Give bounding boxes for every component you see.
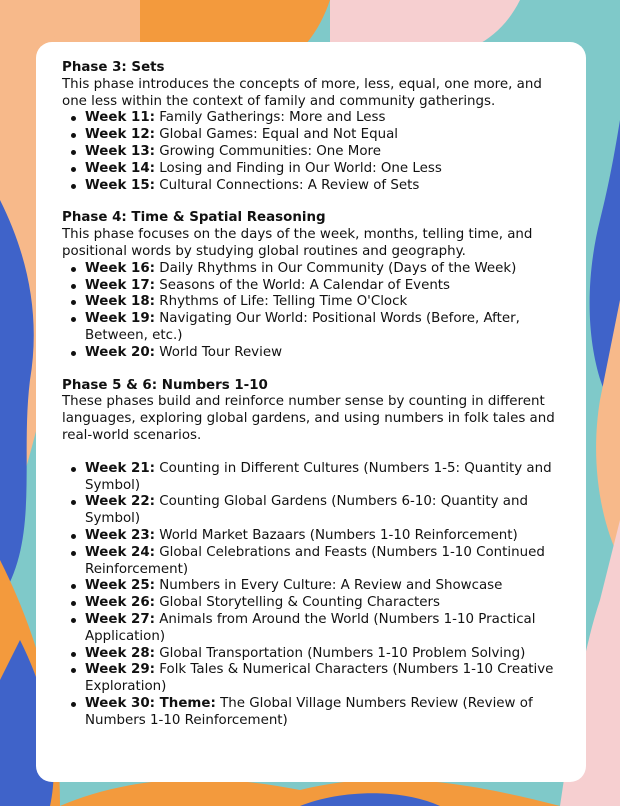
- list-item: Week 29: Folk Tales & Numerical Characters (Numbers 1-10 Creative Exploration): [85, 662, 562, 696]
- list-item: Week 25: Numbers in Every Culture: A Review and Showcase: [85, 578, 562, 595]
- list-item: Week 14: Losing and Finding in Our World: One Less: [85, 161, 562, 178]
- list-item: Week 18: Rhythms of Life: Telling Time O'Clock: [85, 294, 562, 311]
- list-item: Week 21: Counting in Different Cultures (Numbers 1-5: Quantity and Symbol): [85, 461, 562, 495]
- list-item: Week 23: World Market Bazaars (Numbers 1-10 Reinforcement): [85, 528, 562, 545]
- phase-5-6-description: These phases build and reinforce number sense by counting in different languages, exploring global gardens, and using numbers in folk tales and real-world scenarios.: [62, 394, 555, 443]
- phase-5-6-title: Phase 5 & 6: Numbers 1-10: [62, 377, 268, 393]
- list-item: Week 11: Family Gatherings: More and Less: [85, 110, 562, 127]
- list-item: Week 22: Counting Global Gardens (Numbers 6-10: Quantity and Symbol): [85, 494, 562, 528]
- list-item: Week 16: Daily Rhythms in Our Community (Days of the Week): [85, 261, 562, 278]
- phase-3-week-list: [62, 110, 562, 194]
- phase-3-description: This phase introduces the concepts of more, less, equal, one more, and one less within the context of family and community gatherings.: [62, 76, 542, 109]
- list-item: Week 26: Global Storytelling & Counting Characters: [85, 595, 562, 612]
- phase-5-6-section: [62, 378, 562, 730]
- curriculum-content: [62, 60, 562, 729]
- list-item: Week 13: Growing Communities: One More: [85, 144, 562, 161]
- list-item: Week 17: Seasons of the World: A Calendar of Events: [85, 278, 562, 295]
- phase-3-title: Phase 3: Sets: [62, 60, 165, 75]
- phase-4-title: Phase 4: Time & Spatial Reasoning: [62, 210, 326, 226]
- phase-4-week-list: [62, 261, 562, 362]
- list-item: Week 30: Theme: The Global Village Numbers Review (Review of Numbers 1-10 Reinforcement): [85, 696, 562, 730]
- phase-3-section: [62, 60, 562, 194]
- list-item: Week 24: Global Celebrations and Feasts (Numbers 1-10 Continued Reinforcement): [85, 545, 562, 579]
- list-item: Week 20: World Tour Review: [85, 345, 562, 362]
- list-item: Week 28: Global Transportation (Numbers 1-10 Problem Solving): [85, 646, 562, 663]
- phase-4-description: This phase focuses on the days of the week, months, telling time, and positional words by studying global routines and geography.: [62, 227, 533, 259]
- phase-4-section: [62, 210, 562, 361]
- phase-5-6-week-list: [62, 461, 562, 730]
- list-item: Week 15: Cultural Connections: A Review of Sets: [85, 178, 562, 195]
- list-item: Week 19: Navigating Our World: Positional Words (Before, After, Between, etc.): [85, 311, 562, 345]
- list-item: Week 27: Animals from Around the World (Numbers 1-10 Practical Application): [85, 612, 562, 646]
- list-item: Week 12: Global Games: Equal and Not Equal: [85, 127, 562, 144]
